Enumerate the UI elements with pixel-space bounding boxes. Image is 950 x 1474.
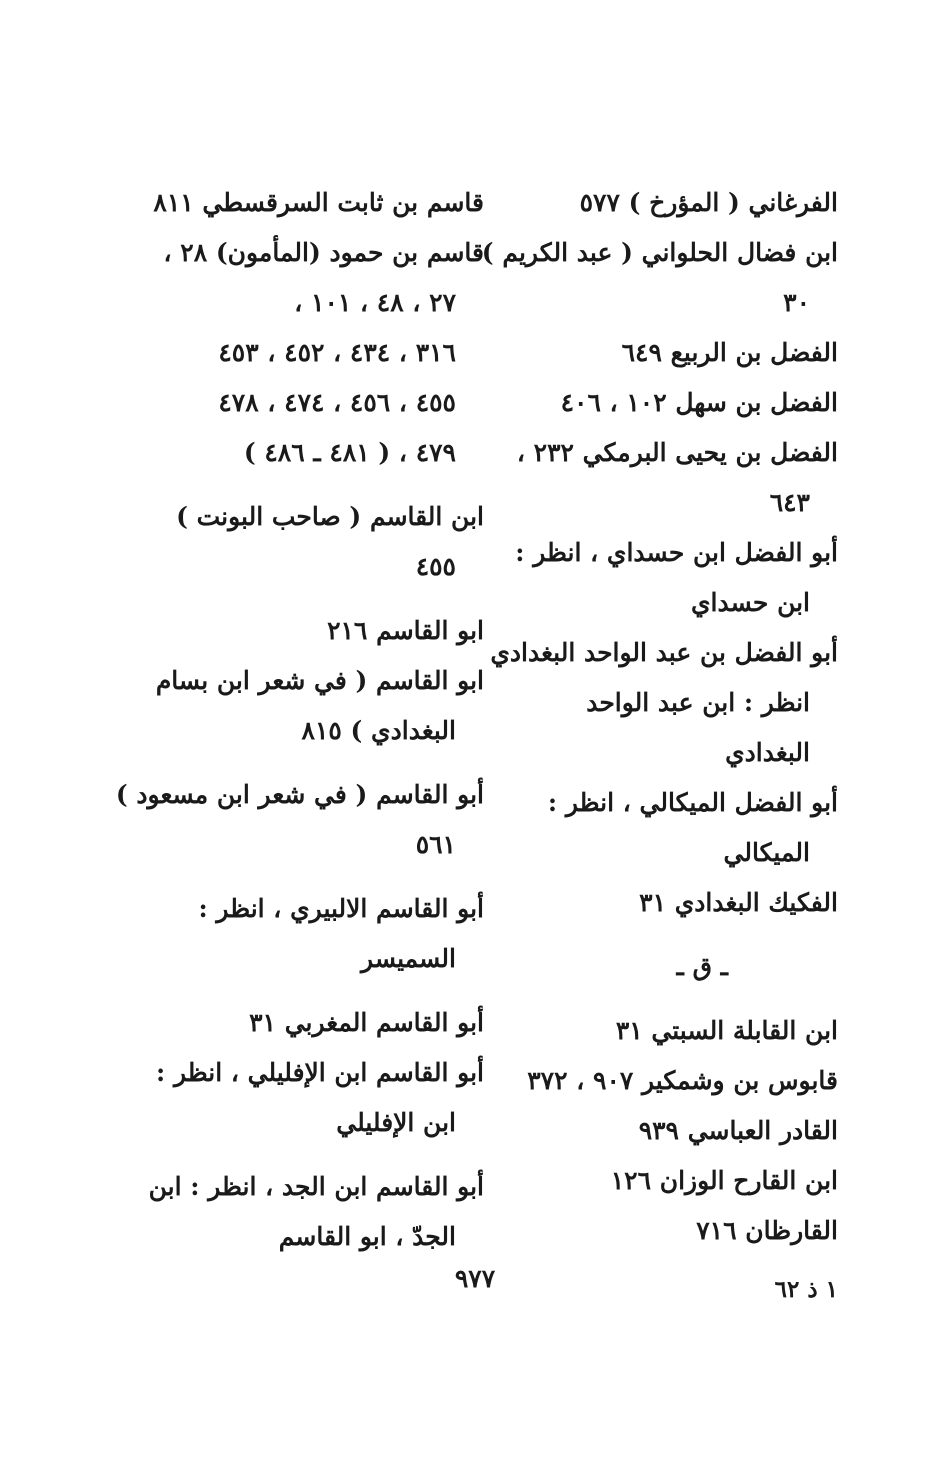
index-entry: قابوس بن وشمكير ٩٠٧ ، ٣٧٢ [527, 1066, 838, 1095]
printer-signature: ١ ذ ٦٢ [774, 1276, 838, 1303]
index-entry: القادر العباسي ٩٣٩ [638, 1116, 838, 1145]
index-column-right [481, 178, 838, 1256]
index-entry: ابن القاسم ( صاحب البونت ) [176, 502, 484, 531]
index-entry: الميكالي [723, 838, 810, 867]
index-entry: ٤٧٩ ، ( ٤٨١ ـ ٤٨٦ ) [243, 438, 456, 467]
index-entry: أبو الفضل الميكالي ، انظر : [547, 788, 838, 817]
index-entry: ابن فضال الحلواني ( عبد الكريم ) [481, 238, 838, 267]
index-entry: ٥٦١ [415, 830, 456, 859]
index-entry: انظر : ابن عبد الواحد [586, 688, 810, 717]
index-entry: قاسم بن حمود (المأمون) ٢٨ ، [163, 238, 484, 267]
index-entry: الفرغاني ( المؤرخ ) ٥٧٧ [579, 188, 838, 217]
index-entry: القارظان ٧١٦ [696, 1216, 838, 1245]
index-entry: ابن الإفليلي [336, 1108, 456, 1137]
index-entry: ٣١٦ ، ٤٣٤ ، ٤٥٢ ، ٤٥٣ [218, 338, 456, 367]
index-entry: ـ ق ـ [676, 952, 728, 981]
index-entry: ابو القاسم ( في شعر ابن بسام [155, 666, 484, 695]
index-entry: الفكيك البغدادي ٣١ [639, 888, 838, 917]
index-entry: الجدّ ، ابو القاسم [278, 1222, 456, 1251]
index-entry: أبو القاسم الالبيري ، انظر : [198, 894, 484, 923]
index-entry: ابن حسداي [690, 588, 810, 617]
index-entry: أبو القاسم المغربي ٣١ [249, 1008, 484, 1037]
index-entry: ٣٠ [783, 288, 810, 317]
index-entry: ابو القاسم ٢١٦ [327, 616, 484, 645]
index-entry: البغدادي ) ٨١٥ [301, 716, 456, 745]
index-entry: السميسر [361, 944, 456, 973]
index-entry: ٢٧ ، ٤٨ ، ١٠١ ، [294, 288, 456, 317]
index-entry: ٦٤٣ [769, 488, 810, 517]
index-entry: أبو القاسم ابن الإفليلي ، انظر : [156, 1058, 484, 1087]
index-entry: أبو القاسم ابن الجد ، انظر : ابن [148, 1172, 484, 1201]
index-entry: ابن القابلة السبتي ٣١ [615, 1016, 838, 1045]
index-entry: الفضل بن سهل ١٠٢ ، ٤٠٦ [560, 388, 838, 417]
index-entry: الفضل بن الربيع ٦٤٩ [621, 338, 838, 367]
index-entry: البغدادي [725, 738, 810, 767]
index-entry: ابن القارح الوزان ١٢٦ [610, 1166, 838, 1195]
index-entry: ٤٥٥ ، ٤٥٦ ، ٤٧٤ ، ٤٧٨ [218, 388, 456, 417]
index-entry: الفضل بن يحيى البرمكي ٢٣٢ ، [516, 438, 838, 467]
index-column-left [115, 178, 484, 1262]
index-entry: ٤٥٥ [415, 552, 456, 581]
index-entry: أبو الفضل بن عبد الواحد البغدادي [490, 638, 838, 667]
index-entry: أبو القاسم ( في شعر ابن مسعود ) [115, 780, 484, 809]
index-entry: أبو الفضل ابن حسداي ، انظر : [515, 538, 838, 567]
page-number: ٩٧٧ [454, 1264, 496, 1293]
index-entry: قاسم بن ثابت السرقسطي ٨١١ [153, 188, 484, 217]
